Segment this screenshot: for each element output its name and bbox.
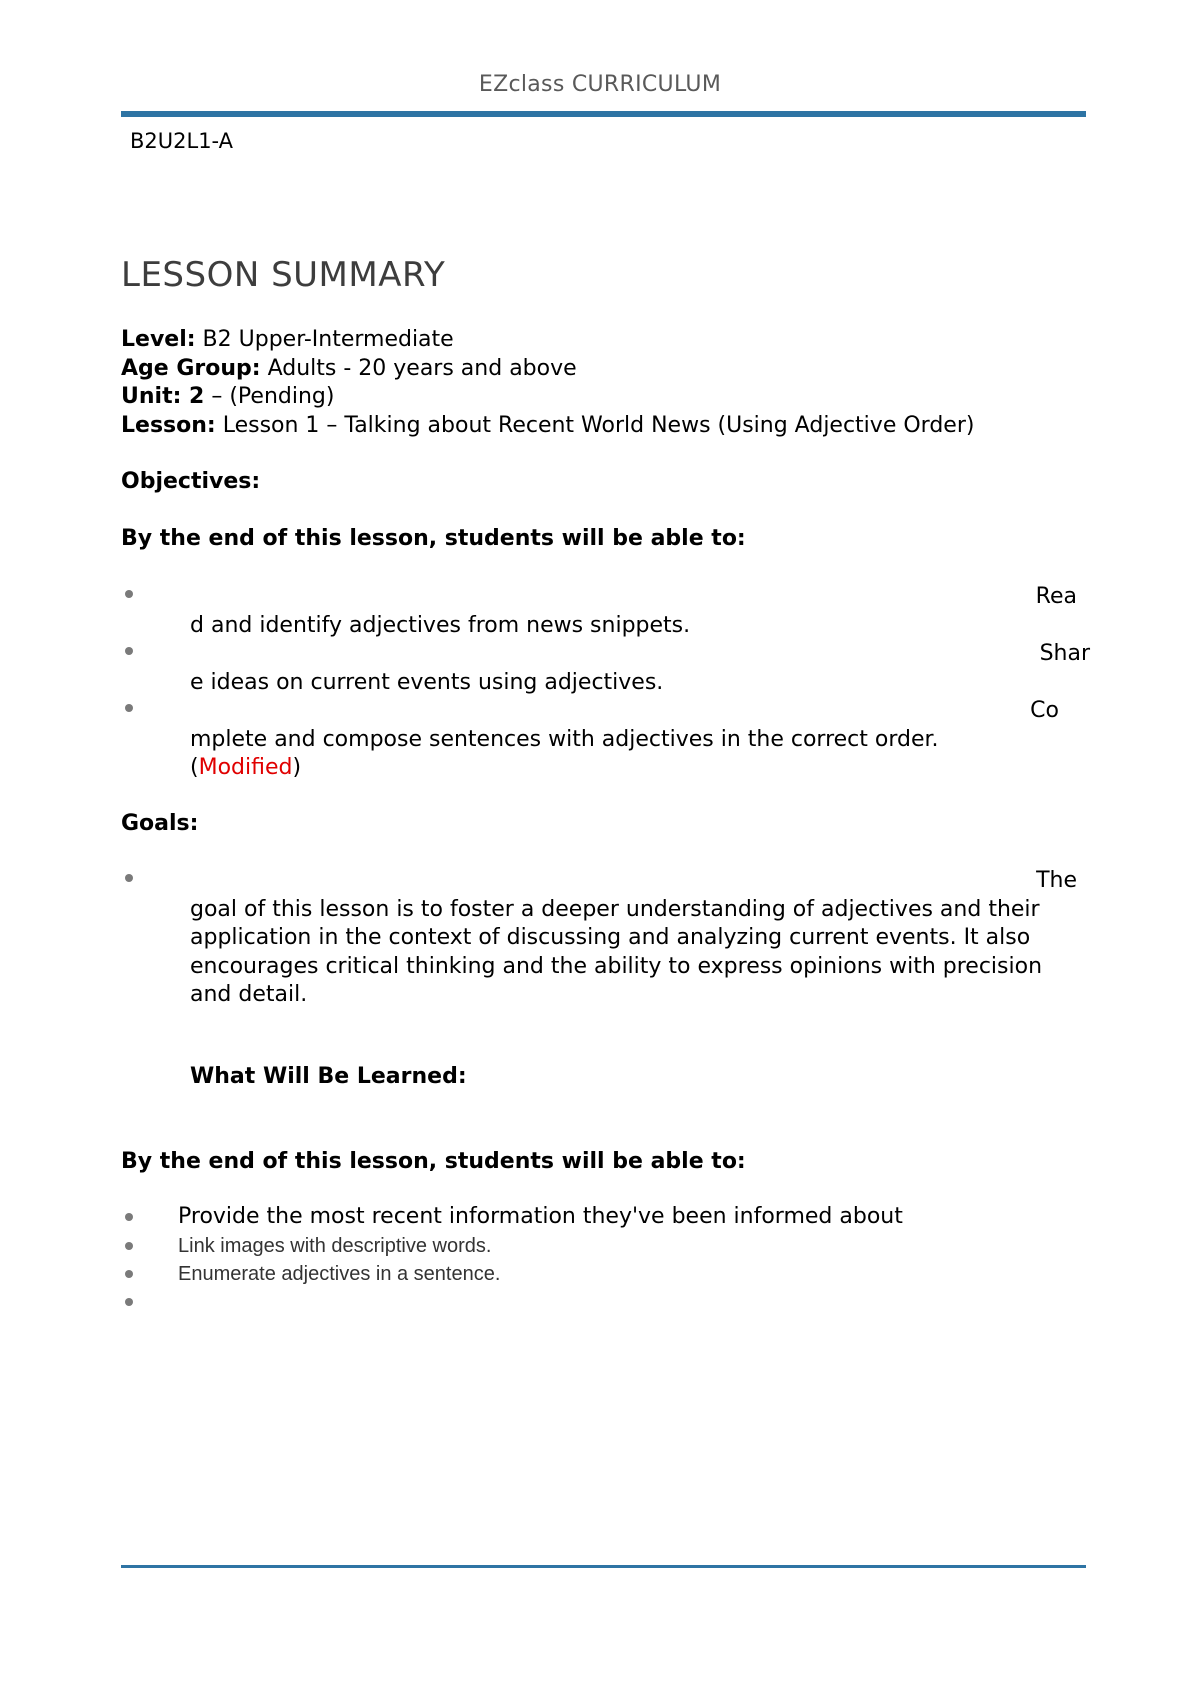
goals-heading: Goals: bbox=[121, 811, 199, 836]
bullet-icon bbox=[125, 704, 133, 712]
objective-item: Rea d and identify adjectives from news snippets. bbox=[190, 584, 1077, 638]
objectives-heading: Objectives: bbox=[121, 469, 261, 494]
footer-rule bbox=[121, 1565, 1086, 1568]
learned-intro: By the end of this lesson, students will be able to: bbox=[121, 1149, 746, 1174]
objectives-intro: By the end of this lesson, students will be able to: bbox=[121, 526, 746, 551]
learned-item: Provide the most recent information they've been informed about bbox=[178, 1204, 903, 1229]
bullet-icon bbox=[125, 1213, 133, 1221]
age-group-row: Age Group: Adults - 20 years and above bbox=[121, 355, 577, 381]
what-will-be-learned-heading: What Will Be Learned: bbox=[190, 1064, 467, 1089]
learned-item: Link images with descriptive words. bbox=[178, 1235, 492, 1257]
modified-note: Modified bbox=[198, 755, 293, 780]
objective-item: Co mplete and compose sentences with adjectives in the correct order. (Modified) bbox=[190, 698, 1059, 780]
bullet-icon bbox=[125, 647, 133, 655]
bullet-icon bbox=[125, 874, 133, 882]
bullet-icon bbox=[125, 1270, 133, 1278]
bullet-icon bbox=[125, 1242, 133, 1250]
goals-paragraph: The goal of this lesson is to foster a deeper understanding of adjectives and their application in the context of discussing and analyzing current events. It also encourages critical thinking and the ability to express opinions with precision and detail. bbox=[190, 868, 1077, 1007]
bullet-icon bbox=[125, 590, 133, 598]
lesson-title: LESSON SUMMARY bbox=[121, 255, 446, 295]
lesson-row: Lesson: Lesson 1 – Talking about Recent World News (Using Adjective Order) bbox=[121, 412, 975, 438]
lesson-meta bbox=[121, 326, 1086, 440]
objective-item: Shar e ideas on current events using adjectives. bbox=[190, 641, 1090, 695]
header-rule bbox=[121, 111, 1086, 117]
learned-item: Enumerate adjectives in a sentence. bbox=[178, 1263, 501, 1285]
header-title: EZclass CURRICULUM bbox=[478, 72, 722, 97]
level-row: Level: B2 Upper-Intermediate bbox=[121, 327, 454, 352]
bullet-icon bbox=[125, 1298, 133, 1306]
unit-row: Unit: 2 – (Pending) bbox=[121, 384, 335, 409]
document-code: B2U2L1-A bbox=[130, 129, 234, 153]
